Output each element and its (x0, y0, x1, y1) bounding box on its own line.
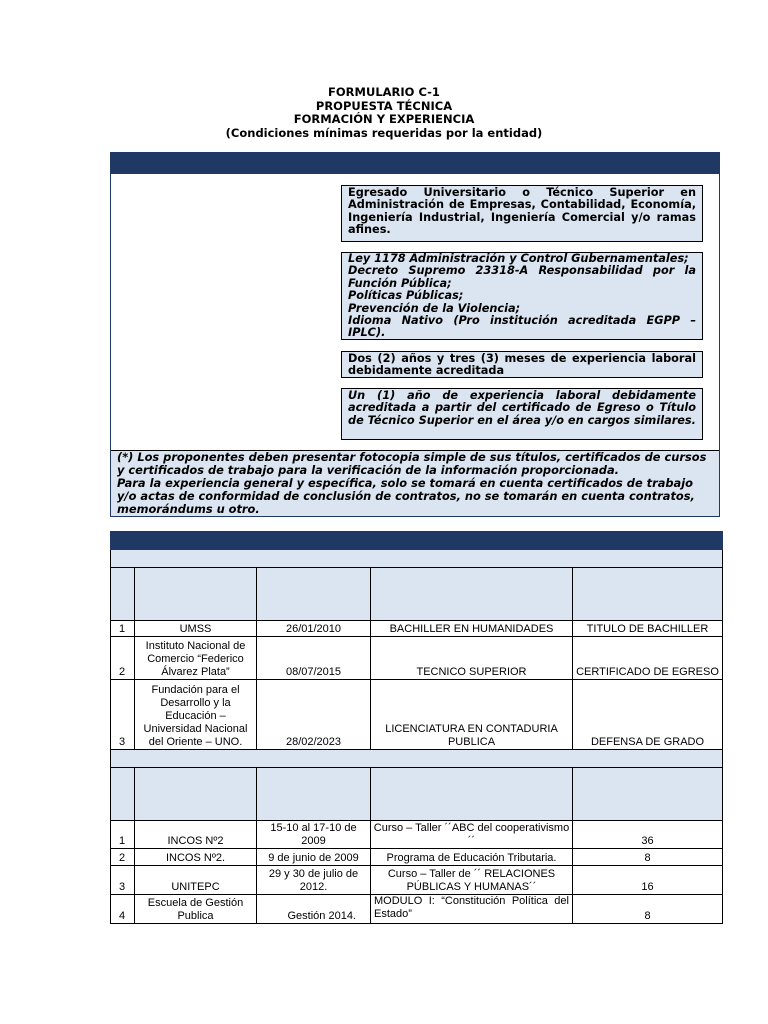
curso-item: Ley 1178 Administración y Control Gubernamentales; (348, 252, 689, 265)
institucion-cell: INCOS Nº2. (135, 849, 257, 866)
horas-cell: 8 (573, 849, 723, 866)
institucion-cell: Escuela de Gestión Publica (135, 895, 257, 924)
section-band (111, 550, 723, 568)
formacion-table (110, 531, 723, 924)
table-row (111, 637, 723, 680)
form-conditions: (Condiciones mínimas requeridas por la entidad) (225, 125, 543, 140)
fecha-cell: 29 y 30 de julio de 2012. (257, 866, 371, 895)
row-number: 3 (111, 680, 135, 750)
institucion-cell: UNITEPC (135, 866, 257, 895)
curso-item: Políticas Públicas; (348, 289, 464, 303)
row-number: 4 (111, 895, 135, 924)
table-row (111, 895, 723, 924)
grado-cell: LICENCIATURA EN CONTADURIA PUBLICA (371, 680, 573, 750)
curso-item: Decreto Supremo 23318-A Responsabilidad por la Función Pública; (348, 264, 696, 290)
table-row (111, 866, 723, 895)
table-header-bar (111, 532, 723, 550)
curso-item: Idioma Nativo (Pro institución acreditada EGPP – IPLC). (348, 314, 696, 340)
table-row (111, 680, 723, 750)
row-number: 3 (111, 866, 135, 895)
fecha-cell: 9 de junio de 2009 (257, 849, 371, 866)
formacion-requirement: Egresado Universitario o Técnico Superior en Administración de Empresas, Contabilidad, Economía, Ingeniería Industrial, Ingeniería Comercial y/o ramas afines. (341, 185, 703, 242)
curso-cell: MODULO I: “Constitución Política del Estado” (371, 895, 573, 924)
note-paragraph: Para la experiencia general y específica, solo se tomará en cuenta certificados de trabajo y/o actas de conformidad de conclusión de contratos, no se tomarán en cuenta contratos, memorándums u otro. (117, 475, 695, 516)
horas-cell: 8 (573, 895, 723, 924)
curso-item: Prevención de la Violencia; (348, 301, 521, 315)
table-row (111, 849, 723, 866)
curso-cell: Curso – Taller de ´´ RELACIONES PÚBLICAS Y HUMANAS´´ (371, 866, 573, 895)
institucion-cell: UMSS (135, 621, 257, 637)
row-number: 1 (111, 821, 135, 849)
column-header-row (111, 568, 723, 621)
titulo-cell: CERTIFICADO DE EGRESO (573, 637, 723, 680)
institucion-cell: Fundación para el Desarrollo y la Educación – Universidad Nacional del Oriente – UNO. (135, 680, 257, 750)
institucion-cell: Instituto Nacional de Comercio “Federico Álvarez Plata” (135, 637, 257, 680)
titulo-cell: TITULO DE BACHILLER (573, 621, 723, 637)
cursos-requirement (341, 252, 703, 340)
fecha-cell: 15-10 al 17-10 de 2009 (257, 821, 371, 849)
requirements-header-bar (111, 153, 719, 174)
fecha-cell: 28/02/2023 (257, 680, 371, 750)
requirements-table (110, 152, 720, 517)
institucion-cell: INCOS Nº2 (135, 821, 257, 849)
note-paragraph: (*) Los proponentes deben presentar fotocopia simple de sus títulos, certificados de cursos y certificados de trabajo para la verificación de la información proporcionada. (117, 450, 707, 477)
requirements-note (111, 450, 719, 516)
row-number: 2 (111, 637, 135, 680)
form-code: FORMULARIO C-1 (328, 85, 440, 99)
fecha-cell: Gestión 2014. (257, 895, 371, 924)
row-number: 1 (111, 621, 135, 637)
grado-cell: TECNICO SUPERIOR (371, 637, 573, 680)
experiencia-general-requirement: Dos (2) años y tres (3) meses de experiencia laboral debidamente acreditada (341, 351, 703, 378)
horas-cell: 16 (573, 866, 723, 895)
section-band (111, 750, 723, 768)
fecha-cell: 26/01/2010 (257, 621, 371, 637)
row-number: 2 (111, 849, 135, 866)
fecha-cell: 08/07/2015 (257, 637, 371, 680)
column-header-row (111, 768, 723, 821)
titulo-cell: DEFENSA DE GRADO (573, 680, 723, 750)
table-row (111, 621, 723, 637)
form-title (0, 86, 768, 140)
form-section: FORMACIÓN Y EXPERIENCIA (293, 112, 475, 127)
horas-cell: 36 (573, 821, 723, 849)
experiencia-especifica-requirement: Un (1) año de experiencia laboral debidamente acreditada a partir del certificado de Egreso o Título de Técnico Superior en el área y/o en cargos similares. (341, 388, 703, 440)
form-subtitle: PROPUESTA TÉCNICA (315, 98, 453, 113)
curso-cell: Curso – Taller ´´ABC del cooperativismo´´ (371, 821, 573, 849)
table-row (111, 821, 723, 849)
curso-cell: Programa de Educación Tributaria. (371, 849, 573, 866)
grado-cell: BACHILLER EN HUMANIDADES (371, 621, 573, 637)
